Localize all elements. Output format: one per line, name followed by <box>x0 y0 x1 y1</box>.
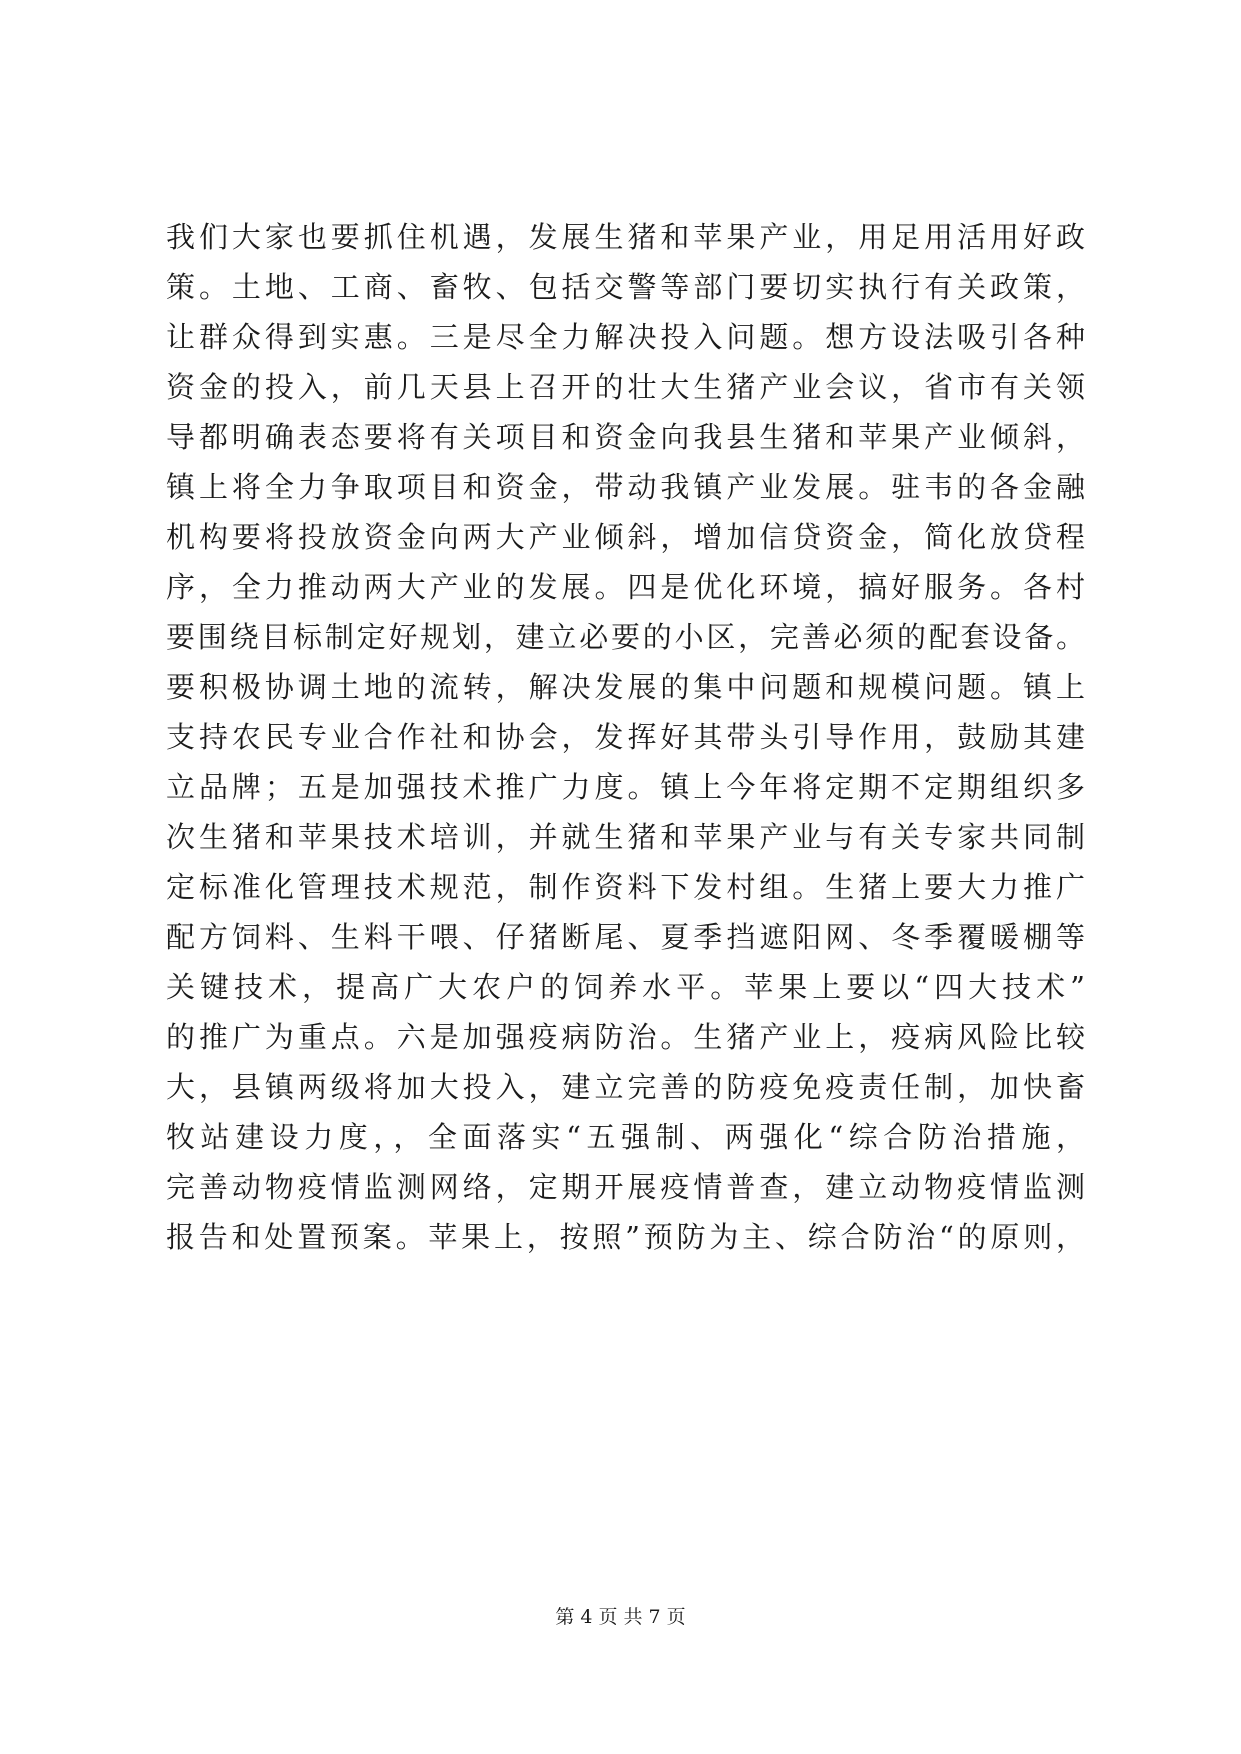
text-line: 资金的投入，前几天县上召开的壮大生猪产业会议，省市有关领 <box>166 370 1086 404</box>
body-text <box>166 213 1086 1263</box>
text-line: 牧站建设力度，，全面落实“五强制、两强化“综合防治措施， <box>166 1120 1086 1154</box>
page-number-footer: 第 4 页 共 7 页 <box>555 1606 686 1628</box>
text-line: 导都明确表态要将有关项目和资金向我县生猪和苹果产业倾斜， <box>166 420 1086 454</box>
text-line: 的推广为重点。六是加强疫病防治。生猪产业上，疫病风险比较 <box>166 1020 1086 1054</box>
text-line: 大，县镇两级将加大投入，建立完善的防疫免疫责任制，加快畜 <box>166 1070 1086 1104</box>
text-line: 报告和处置预案。苹果上，按照”预防为主、综合防治“的原则， <box>166 1220 1086 1254</box>
text-line: 完善动物疫情监测网络，定期开展疫情普查，建立动物疫情监测 <box>166 1170 1086 1204</box>
text-line: 配方饲料、生料干喂、仔猪断尾、夏季挡遮阳网、冬季覆暖棚等 <box>166 920 1086 954</box>
text-line: 镇上将全力争取项目和资金，带动我镇产业发展。驻韦的各金融 <box>166 470 1086 504</box>
text-line: 我们大家也要抓住机遇，发展生猪和苹果产业，用足用活用好政 <box>166 220 1086 254</box>
text-line: 立品牌；五是加强技术推广力度。镇上今年将定期不定期组织多 <box>166 770 1086 804</box>
text-line: 要积极协调土地的流转，解决发展的集中问题和规模问题。镇上 <box>166 670 1086 704</box>
text-line: 机构要将投放资金向两大产业倾斜，增加信贷资金，简化放贷程 <box>166 520 1086 554</box>
text-line: 序，全力推动两大产业的发展。四是优化环境，搞好服务。各村 <box>166 570 1086 604</box>
text-line: 要围绕目标制定好规划，建立必要的小区，完善必须的配套设备。 <box>166 620 1086 654</box>
text-line: 策。土地、工商、畜牧、包括交警等部门要切实执行有关政策， <box>166 270 1086 304</box>
text-line: 次生猪和苹果技术培训，并就生猪和苹果产业与有关专家共同制 <box>166 820 1086 854</box>
text-line: 支持农民专业合作社和协会，发挥好其带头引导作用，鼓励其建 <box>166 720 1086 754</box>
text-line: 让群众得到实惠。三是尽全力解决投入问题。想方设法吸引各种 <box>166 320 1086 354</box>
text-line: 关键技术，提高广大农户的饲养水平。苹果上要以“四大技术” <box>166 970 1086 1004</box>
text-line: 定标准化管理技术规范，制作资料下发村组。生猪上要大力推广 <box>166 870 1086 904</box>
